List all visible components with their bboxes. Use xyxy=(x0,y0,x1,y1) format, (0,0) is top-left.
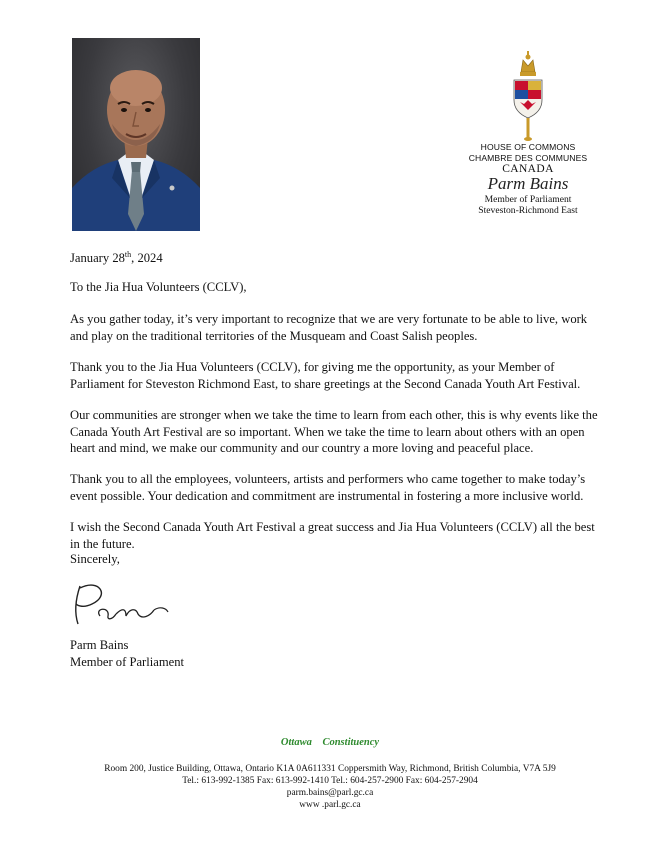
date-year: , 2024 xyxy=(131,251,163,266)
footer-address: Room 200, Justice Building, Ottawa, Ontario K1A 0A611331 Coppersmith Way, Richmond, British Columbia, V7A 5J9 xyxy=(104,764,556,774)
mp-name-script: Parm Bains xyxy=(487,174,569,193)
paragraph-5: I wish the Second Canada Youth Art Festival a great success and Jia Hua Volunteers (CCLV) all the best in the future. xyxy=(70,520,595,551)
paragraph-1: As you gather today, it’s very important to recognize that we are very fortunate to be able to live, work and play on the traditional territories of the Musqueam and Coast Salish peoples. xyxy=(70,312,588,343)
footer-phone: Tel.: 613-992-1385 Fax: 613-992-1410 Tel.: 604-257-2900 Fax: 604-257-2904 xyxy=(182,776,478,786)
mp-title: Member of Parliament xyxy=(484,194,572,205)
portrait-photo xyxy=(72,38,200,231)
signer-title: Member of Parliament xyxy=(70,655,185,669)
footer-office-heading xyxy=(0,737,660,748)
footer-email[interactable]: parm.bains@parl.gc.ca xyxy=(286,788,374,798)
closing: Sincerely, xyxy=(70,552,120,566)
paragraph-4: Thank you to all the employees, volunteers, artists and performers who came together to make today’s event possible. Your dedication and commitment are instrumental in fostering a more inclusive world. xyxy=(70,472,586,503)
date-suffix: th xyxy=(124,250,132,259)
signer-name: Parm Bains xyxy=(70,638,129,652)
chambre-des-communes-label: CHAMBRE DES COMMUNES xyxy=(468,153,588,163)
salutation: To the Jia Hua Volunteers (CCLV), xyxy=(70,280,247,294)
canada-label: CANADA xyxy=(502,163,554,175)
paragraph-2: Thank you to the Jia Hua Volunteers (CCLV), for giving me the opportunity, as your Member of Parliament for Steveston Richmond East, to share greetings at the Second Canada Youth Art Festival. xyxy=(70,360,581,391)
house-of-commons-label: HOUSE OF COMMONS xyxy=(480,142,576,152)
date-day: January 28 xyxy=(70,251,125,266)
footer-website[interactable]: www .parl.gc.ca xyxy=(299,800,361,810)
letter-date xyxy=(70,247,600,267)
handwritten-signature xyxy=(70,578,180,628)
footer-constituency-label: Constituency xyxy=(322,737,380,748)
paragraph-3: Our communities are stronger when we take the time to learn from each other, this is why events like the Canada Youth Art Festival are so important. When we take the time to learn about others with an open heart and mind, we make our community and our country a more loving and peaceful place. xyxy=(70,408,598,456)
house-of-commons-crest-icon xyxy=(508,50,548,142)
riding-label: Steveston-Richmond East xyxy=(478,205,578,216)
footer-ottawa-label: Ottawa xyxy=(280,737,312,748)
